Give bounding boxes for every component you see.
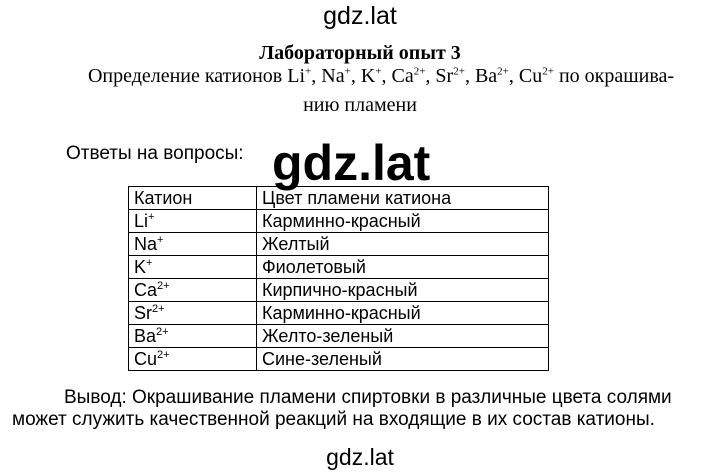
cell-flame-color: Фиолетовый [257, 256, 549, 279]
cell-flame-color: Кирпично-красный [257, 279, 549, 302]
cation-symbol: Sr [134, 303, 152, 323]
cell-cation [129, 233, 257, 256]
cell-flame-color: Карминно-красный [257, 302, 549, 325]
ion-charge: 2+ [542, 65, 554, 78]
ion-ba: Ba [474, 65, 498, 87]
cation-charge: 2+ [157, 349, 170, 361]
table-row [129, 348, 549, 371]
cell-cation [129, 256, 257, 279]
cell-flame-color: Желто-зеленый [257, 325, 549, 348]
cell-cation [129, 210, 257, 233]
watermark-center: gdz.lat [272, 135, 431, 191]
ion-separator: , [508, 65, 519, 87]
ion-ca: Ca [391, 65, 414, 87]
ion-cu: Cu [518, 65, 543, 87]
cation-symbol: Ca [134, 280, 158, 300]
ion-separator: , [425, 65, 436, 87]
table-row [129, 256, 549, 279]
table-row [129, 279, 549, 302]
cation-symbol: K [134, 257, 147, 277]
table-row [129, 233, 549, 256]
header-flame-color: Цвет пламени катиона [257, 187, 549, 210]
cation-symbol: Na [134, 234, 158, 254]
cation-symbol: Li [134, 211, 149, 231]
subtitle-suffix: по окрашива- [553, 65, 675, 87]
ion-separator: , [381, 65, 392, 87]
cation-symbol: Ba [134, 326, 157, 346]
subtitle-prefix: Определение катионов [87, 65, 288, 87]
table-row [129, 210, 549, 233]
cation-charge: 2+ [152, 303, 165, 315]
ion-charge: 2+ [497, 65, 509, 78]
ion-charge: + [305, 65, 312, 78]
ion-na: Na [321, 65, 345, 87]
cell-cation [129, 348, 257, 371]
ion-charge: + [344, 65, 351, 78]
ion-sr: Sr [435, 65, 454, 87]
cation-charge: + [148, 211, 155, 223]
ion-charge: 2+ [453, 65, 465, 78]
watermark-bottom: gdz.lat [326, 444, 394, 470]
table-row [129, 302, 549, 325]
answers-label: Ответы на вопросы: [66, 143, 244, 164]
conclusion-line-1: Вывод: Окрашивание пламени спиртовки в различные цвета солями [64, 387, 672, 408]
conclusion-line-2: может служить качественной реакций на входящие в их состав катионы. [12, 409, 655, 430]
subtitle [0, 66, 720, 86]
ion-separator: , [350, 65, 361, 87]
header-cation: Катион [129, 187, 257, 210]
page-title: Лабораторный опыт 3 [259, 42, 461, 64]
cation-charge: 2+ [157, 280, 170, 292]
cation-symbol: Cu [134, 349, 158, 369]
ion-separator: , [311, 65, 322, 87]
table-row [129, 325, 549, 348]
cation-charge: + [146, 257, 153, 269]
conclusion [12, 387, 712, 431]
ion-separator: , [464, 65, 475, 87]
ion-charge: 2+ [413, 65, 426, 78]
cell-cation [129, 279, 257, 302]
cell-flame-color: Сине-зеленый [257, 348, 549, 371]
cell-cation [129, 325, 257, 348]
cation-charge: 2+ [156, 326, 169, 338]
cation-charge: + [157, 234, 164, 246]
ion-charge: + [375, 65, 382, 78]
cell-cation [129, 302, 257, 325]
cation-flame-table [128, 186, 549, 371]
cell-flame-color: Карминно-красный [257, 210, 549, 233]
cell-flame-color: Желтый [257, 233, 549, 256]
ion-li: Li [287, 65, 306, 87]
watermark-top: gdz.lat [323, 2, 397, 30]
ion-list [287, 65, 554, 87]
subtitle-line-2: нию пламени [303, 94, 417, 116]
ion-k: K [360, 65, 376, 87]
